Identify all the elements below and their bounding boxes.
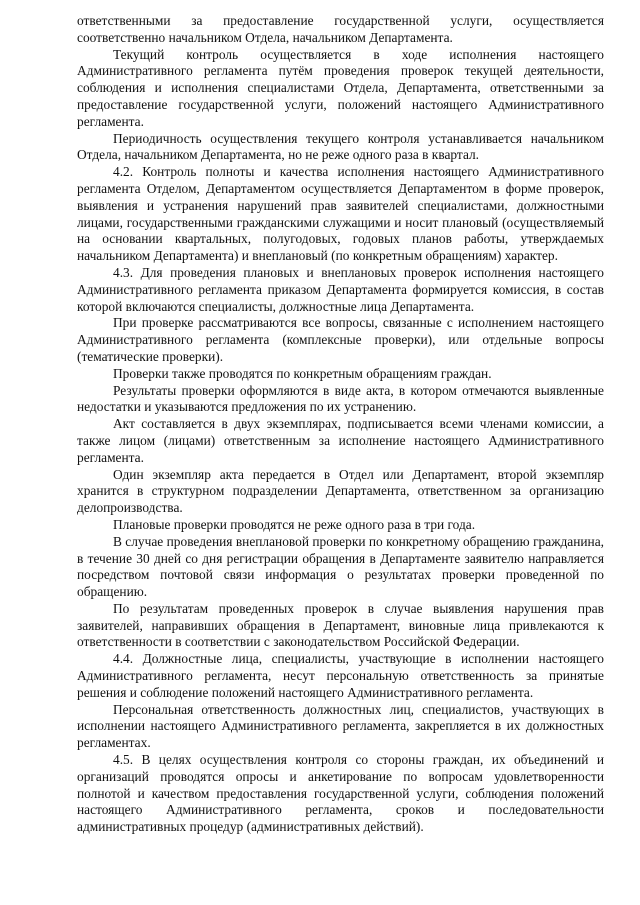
paragraph: Проверки также проводятся по конкретным обращениям граждан. <box>113 365 492 381</box>
paragraph: Периодичность осуществления текущего контроля устанавливается начальником Отдела, начальником Департамента, но не реже одного раза в квартал. <box>77 130 604 163</box>
paragraph: В случае проведения внеплановой проверки по конкретному обращению гражданина, в течение 30 дней со дня регистрации обращения в Департаменте заявителю направляется посредством почтовой связи информация о результатах проверки проведенной по обращению. <box>77 533 604 600</box>
paragraph: Плановые проверки проводятся не реже одного раза в три года. <box>113 516 476 532</box>
paragraph: 4.4. Должностные лица, специалисты, участвующие в исполнении настоящего Административного регламента, несут персональную ответственность за принятые решения и соблюдение положений настоящего Административного регламента. <box>77 651 604 700</box>
paragraph: При проверке рассматриваются все вопросы, связанные с исполнением настоящего Административного регламента (комплексные проверки), или отдельные вопросы (тематические проверки). <box>77 315 604 364</box>
paragraph: Персональная ответственность должностных лиц, специалистов, участвующих в исполнении настоящего Административного регламента, закрепляется в их должностных регламентах. <box>77 701 604 751</box>
paragraph: ответственными за предоставление государственной услуги, осуществляется соответственно начальником Отдела, начальником Департамента. <box>77 13 604 45</box>
paragraph: Текущий контроль осуществляется в ходе исполнения настоящего Административного регламента путём проведения проверок текущей деятельности, соблюдения и исполнения специалистами Отдела, Департамента, ответственными за предоставление государственной услуги, положений настоящего Административного регламента. <box>77 46 604 129</box>
paragraph: Результаты проверки оформляются в виде акта, в котором отмечаются выявленные недостатки и указываются предложения по их устранению. <box>77 382 604 415</box>
document-page <box>77 13 604 836</box>
paragraph: Акт составляется в двух экземплярах, подписывается всеми членами комиссии, а также лицом (лицами) ответственным за исполнение настоящего Административного регламента. <box>77 416 604 465</box>
paragraph: Один экземпляр акта передается в Отдел или Департамент, второй экземпляр хранится в структурном подразделении Департамента, ответственном за организацию делопроизводства. <box>77 466 604 516</box>
paragraph: 4.3. Для проведения плановых и внеплановых проверок исполнения настоящего Административного регламента приказом Департамента формируется комиссия, в состав которой включаются специалисты, должностные лица Департамента. <box>77 264 604 314</box>
paragraph: По результатам проведенных проверок в случае выявления нарушения прав заявителей, направивших обращения в Департамент, виновные лица привлекаются к ответственности в соответствии с законодательством Российской Федерации. <box>77 600 604 650</box>
paragraph: 4.2. Контроль полноты и качества исполнения настоящего Административного регламента Отделом, Департаментом осуществляется Департаментом в форме проверок, выявления и устранения нарушений прав заявителей специалистами, должностными лицами, государственными гражданскими служащими и носит плановый (осуществляемый на основании квартальных, полугодовых, годовых планов работы, утверждаемых начальником Департамента) и внеплановый (по конкретным обращениям) характер. <box>77 164 604 264</box>
paragraph: 4.5. В целях осуществления контроля со стороны граждан, их объединений и организаций проводятся опросы и анкетирование по вопросам удовлетворенности полнотой и качеством предоставления государственной услуги, соблюдения положений настоящего Административного регламента, сроков и последовательности административных процедур (административных действий). <box>77 752 604 835</box>
